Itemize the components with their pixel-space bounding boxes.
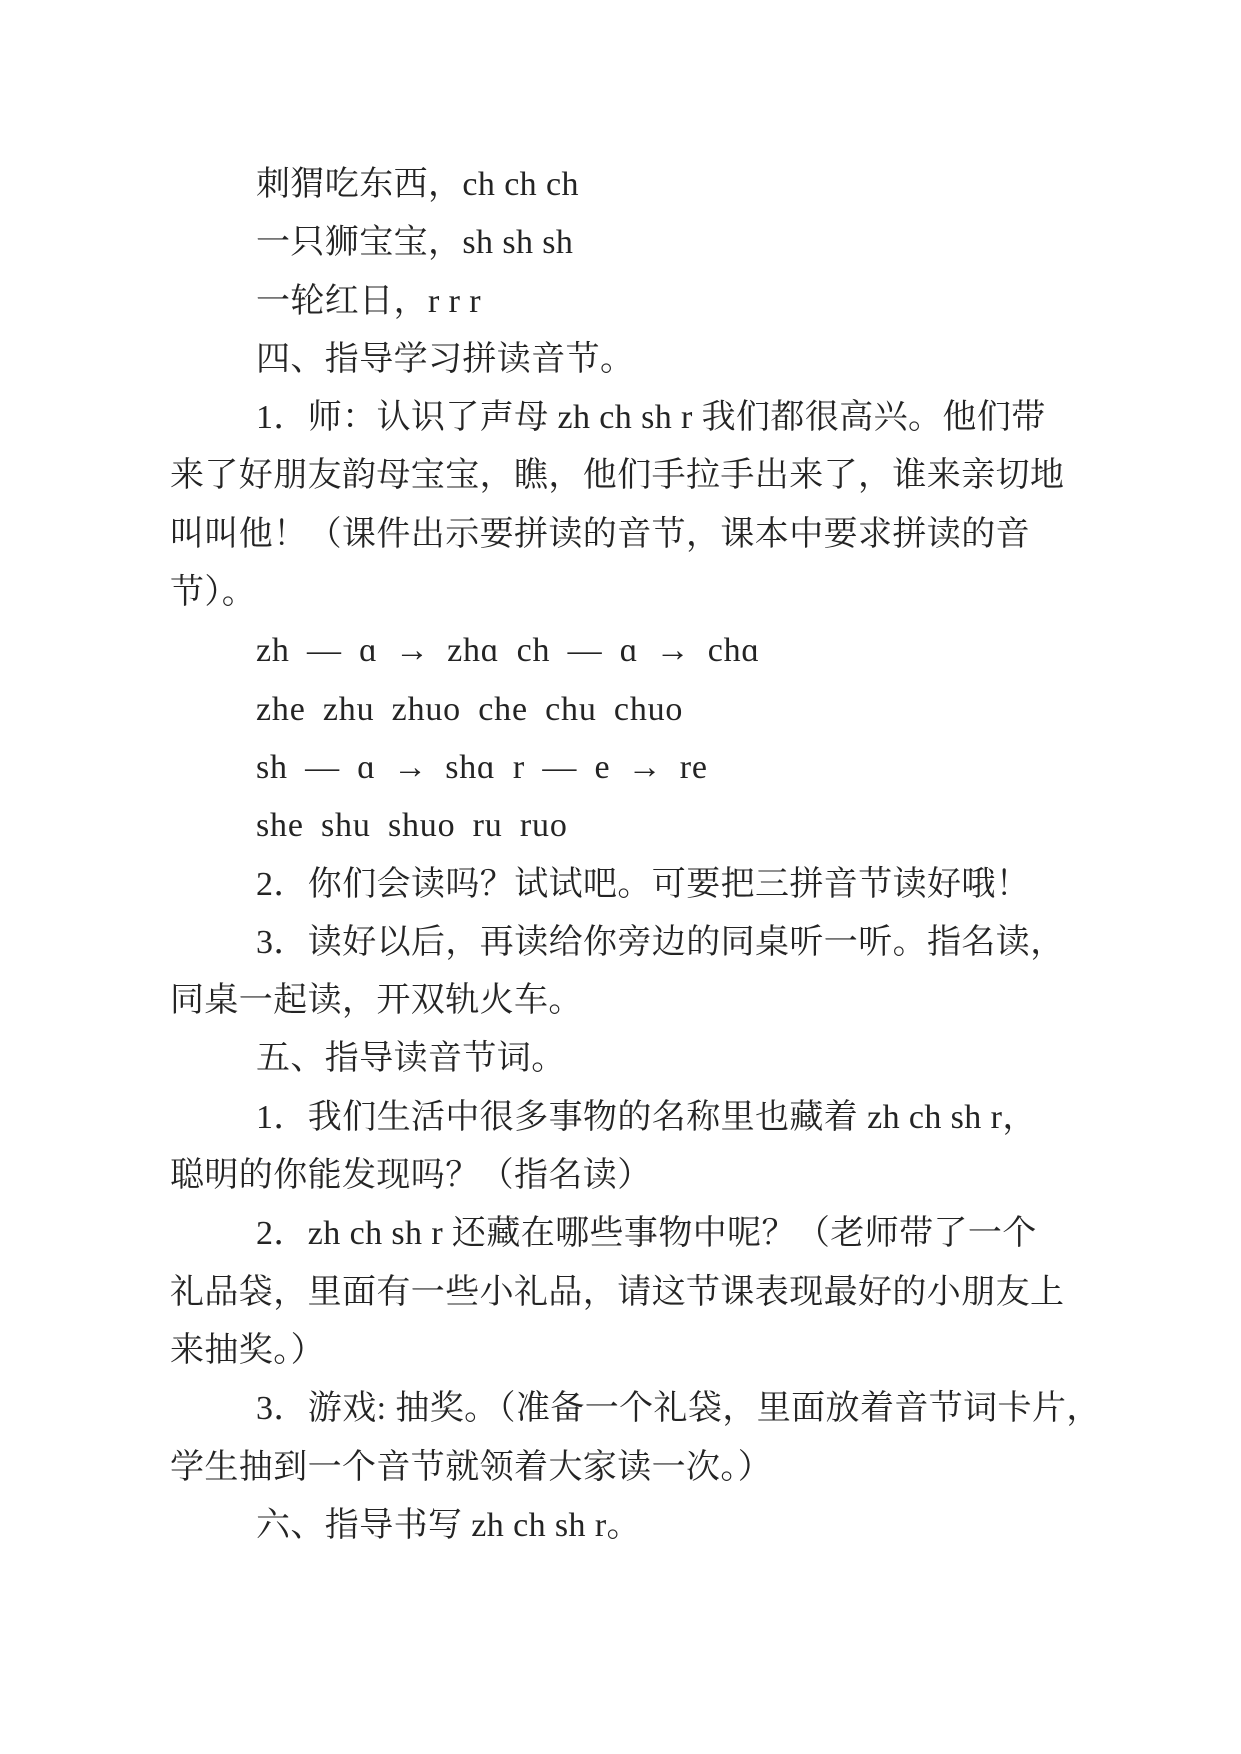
text-line: 1．师：认识了声母 zh ch sh r 我们都很高兴。他们带 bbox=[256, 399, 1046, 437]
pinyin-line-zha-cha: zh — ɑ → zhɑ ch — ɑ → chɑ bbox=[256, 632, 760, 670]
pinyin-line-zhe-chuo: zhe zhu zhuo che chu chuo bbox=[256, 690, 684, 728]
section-heading-four: 四、指导学习拼读音节。 bbox=[256, 340, 635, 378]
text-line: 2．你们会读吗？试试吧。可要把三拼音节读好哦！ bbox=[256, 865, 1031, 903]
chant-line-sh: 一只狮宝宝，sh sh sh bbox=[256, 224, 574, 262]
section-heading-six: 六、指导书写 zh ch sh r。 bbox=[256, 1506, 641, 1544]
pinyin-line-sha-re: sh — ɑ → shɑ r — e → re bbox=[256, 748, 708, 786]
text-line: 3．读好以后，再读给你旁边的同桌听一听。指名读， bbox=[256, 923, 1065, 961]
section-heading-five: 五、指导读音节词。 bbox=[256, 1040, 566, 1078]
text-line: 同桌一起读，开双轨火车。 bbox=[170, 982, 583, 1020]
chant-line-ch: 刺猬吃东西，ch ch ch bbox=[256, 166, 579, 203]
text-line: 聪明的你能发现吗？（指名读） bbox=[170, 1157, 652, 1195]
chant-line-r: 一轮红日，r r r bbox=[256, 282, 481, 320]
text-line: 叫叫他！（课件出示要拼读的音节，课本中要求拼读的音 bbox=[170, 515, 1030, 553]
pinyin-line-she-ruo: she shu shuo ru ruo bbox=[256, 807, 568, 845]
text-line: 2．zh ch sh r 还藏在哪些事物中呢？（老师带了一个 bbox=[256, 1215, 1037, 1253]
text-line: 1．我们生活中很多事物的名称里也藏着 zh ch sh r， bbox=[256, 1098, 1037, 1136]
text-line: 学生抽到一个音节就领着大家读一次。） bbox=[170, 1448, 773, 1486]
text-line: 3．游戏: 抽奖。（准备一个礼袋，里面放着音节词卡片， bbox=[256, 1390, 1101, 1428]
text-line: 来抽奖。） bbox=[170, 1331, 325, 1369]
text-line: 来了好朋友韵母宝宝，瞧，他们手拉手出来了，谁来亲切地 bbox=[170, 457, 1065, 495]
text-line: 节）。 bbox=[170, 574, 257, 612]
text-line: 礼品袋，里面有一些小礼品，请这节课表现最好的小朋友上 bbox=[170, 1273, 1065, 1311]
